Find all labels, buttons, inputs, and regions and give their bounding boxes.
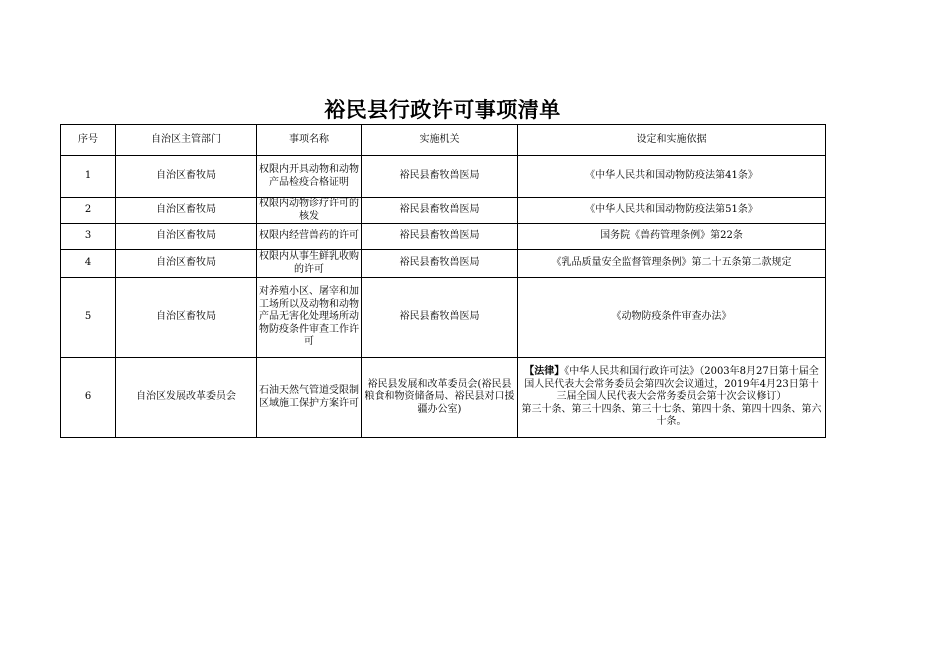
cell-basis: [518, 358, 826, 438]
cell-agency: 裕民县畜牧兽医局: [362, 198, 518, 224]
cell-dept: 自治区畜牧局: [116, 198, 257, 224]
cell-dept: 自治区畜牧局: [116, 156, 257, 198]
header-item: 事项名称: [257, 125, 362, 156]
header-dept: 自治区主管部门: [116, 125, 257, 156]
cell-dept: 自治区畜牧局: [116, 250, 257, 278]
cell-basis: 《乳品质量安全监督管理条例》第二十五条第二款规定: [518, 250, 826, 278]
table-row: [61, 358, 826, 438]
cell-seq: 2: [61, 198, 116, 224]
cell-seq: 3: [61, 224, 116, 250]
cell-agency: 裕民县畜牧兽医局: [362, 278, 518, 358]
cell-basis: 国务院《兽药管理条例》第22条: [518, 224, 826, 250]
table-header-row: [61, 125, 826, 156]
table-row: [61, 250, 826, 278]
header-agency: 实施机关: [362, 125, 518, 156]
cell-item: 权限内动物诊疗许可的核发: [257, 198, 362, 224]
header-seq: 序号: [61, 125, 116, 156]
cell-basis: 《动物防疫条件审查办法》: [518, 278, 826, 358]
cell-basis: 《中华人民共和国动物防疫法第41条》: [518, 156, 826, 198]
cell-seq: 6: [61, 358, 116, 438]
header-basis: 设定和实施依据: [518, 125, 826, 156]
cell-item: 对养殖小区、屠宰和加工场所以及动物和动物产品无害化处理场所动物防疫条件审查工作许可: [257, 278, 362, 358]
basis-law-tag: 【法律】: [524, 366, 565, 378]
cell-agency: 裕民县发展和改革委员会(裕民县粮食和物资储备局、裕民县对口援疆办公室): [362, 358, 518, 438]
cell-item: 石油天然气管道受限制区域施工保护方案许可: [257, 358, 362, 438]
table-row: [61, 156, 826, 198]
table-row: [61, 278, 826, 358]
basis-law-articles: 第三十条、第三十四条、第三十七条、第四十条、第四十四条、第六十条。: [521, 403, 822, 428]
cell-dept: 自治区畜牧局: [116, 278, 257, 358]
page-title: 裕民县行政许可事项清单: [324, 98, 561, 122]
table-row: [61, 198, 826, 224]
cell-dept: 自治区发展改革委员会: [116, 358, 257, 438]
cell-seq: 1: [61, 156, 116, 198]
cell-agency: 裕民县畜牧兽医局: [362, 156, 518, 198]
cell-seq: 5: [61, 278, 116, 358]
cell-seq: 4: [61, 250, 116, 278]
cell-item: 权限内从事生鲜乳收购的许可: [257, 250, 362, 278]
cell-dept: 自治区畜牧局: [116, 224, 257, 250]
basis-law-text: 《中华人民共和国行政许可法》（2003年8月27日第十届全国人民代表大会常务委员会第四次会议通过，2019年4月23日第十三届全国人民代表大会常务委员会第十次会议修订）: [524, 366, 819, 403]
cell-agency: 裕民县畜牧兽医局: [362, 250, 518, 278]
cell-basis: 《中华人民共和国动物防疫法第51条》: [518, 198, 826, 224]
cell-item: 权限内开具动物和动物产品检疫合格证明: [257, 156, 362, 198]
permit-table: [60, 124, 826, 438]
cell-item: 权限内经营兽药的许可: [257, 224, 362, 250]
cell-agency: 裕民县畜牧兽医局: [362, 224, 518, 250]
table-row: [61, 224, 826, 250]
